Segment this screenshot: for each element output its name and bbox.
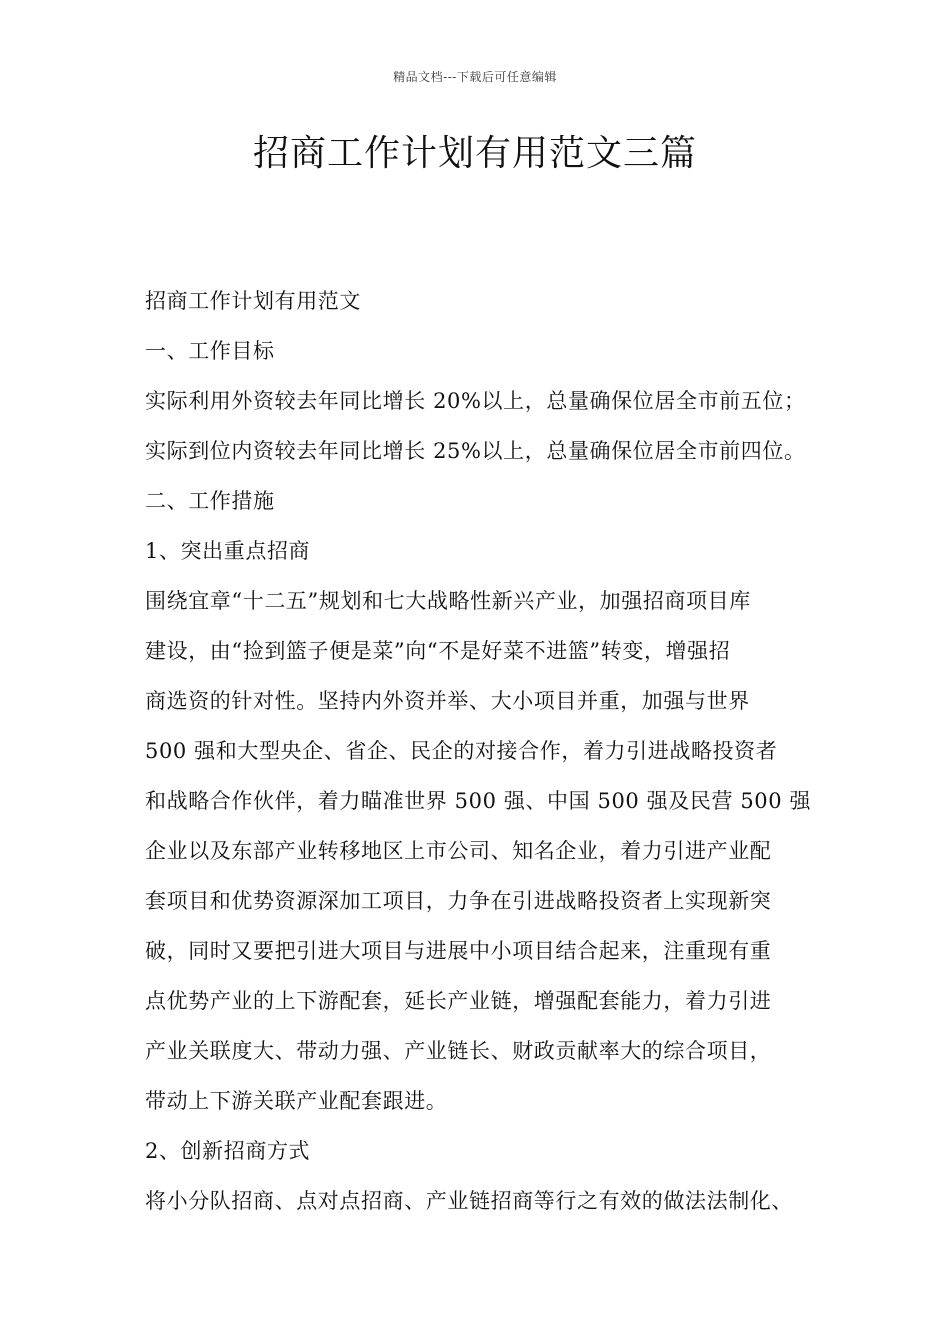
text-line: 围绕宜章“十二五”规划和七大战略性新兴产业，加强招商项目库 bbox=[145, 589, 751, 613]
text-line: 建设，由“捡到篮子便是菜”向“不是好菜不进篮”转变，增强招 bbox=[145, 639, 731, 663]
text-line: 和战略合作伙伴，着力瞄准世界 500 强、中国 500 强及民营 500 强 bbox=[145, 789, 812, 813]
text-line: 实际到位内资较去年同比增长 25%以上，总量确保位居全市前四位。 bbox=[145, 439, 806, 463]
text-line: 500 强和大型央企、省企、民企的对接合作，着力引进战略投资者 bbox=[145, 739, 778, 763]
header-note: 精品文档---下载后可任意编辑 bbox=[393, 70, 557, 84]
text-line: 二、工作措施 bbox=[145, 489, 275, 513]
text-line: 1、突出重点招商 bbox=[145, 539, 311, 563]
text-line: 破，同时又要把引进大项目与进展中小项目结合起来，注重现有重 bbox=[145, 939, 772, 963]
text-line: 实际利用外资较去年同比增长 20%以上，总量确保位居全市前五位； bbox=[145, 389, 806, 413]
text-line: 企业以及东部产业转移地区上市公司、知名企业，着力引进产业配 bbox=[145, 839, 772, 863]
text-line: 点优势产业的上下游配套，延长产业链，增强配套能力，着力引进 bbox=[145, 989, 772, 1013]
text-line: 带动上下游关联产业配套跟进。 bbox=[145, 1089, 448, 1113]
text-line: 商选资的针对性。坚持内外资并举、大小项目并重，加强与世界 bbox=[145, 689, 750, 713]
text-line: 2、创新招商方式 bbox=[145, 1139, 311, 1163]
text-line: 将小分队招商、点对点招商、产业链招商等行之有效的做法法制化、 bbox=[145, 1189, 793, 1213]
text-line: 一、工作目标 bbox=[145, 339, 275, 363]
text-line: 套项目和优势资源深加工项目，力争在引进战略投资者上实现新突 bbox=[145, 889, 772, 913]
document-title: 招商工作计划有用范文三篇 bbox=[252, 133, 697, 174]
document-body bbox=[145, 276, 835, 1226]
text-line: 招商工作计划有用范文 bbox=[145, 289, 361, 313]
text-line: 产业关联度大、带动力强、产业链长、财政贡献率大的综合项目， bbox=[145, 1039, 772, 1063]
